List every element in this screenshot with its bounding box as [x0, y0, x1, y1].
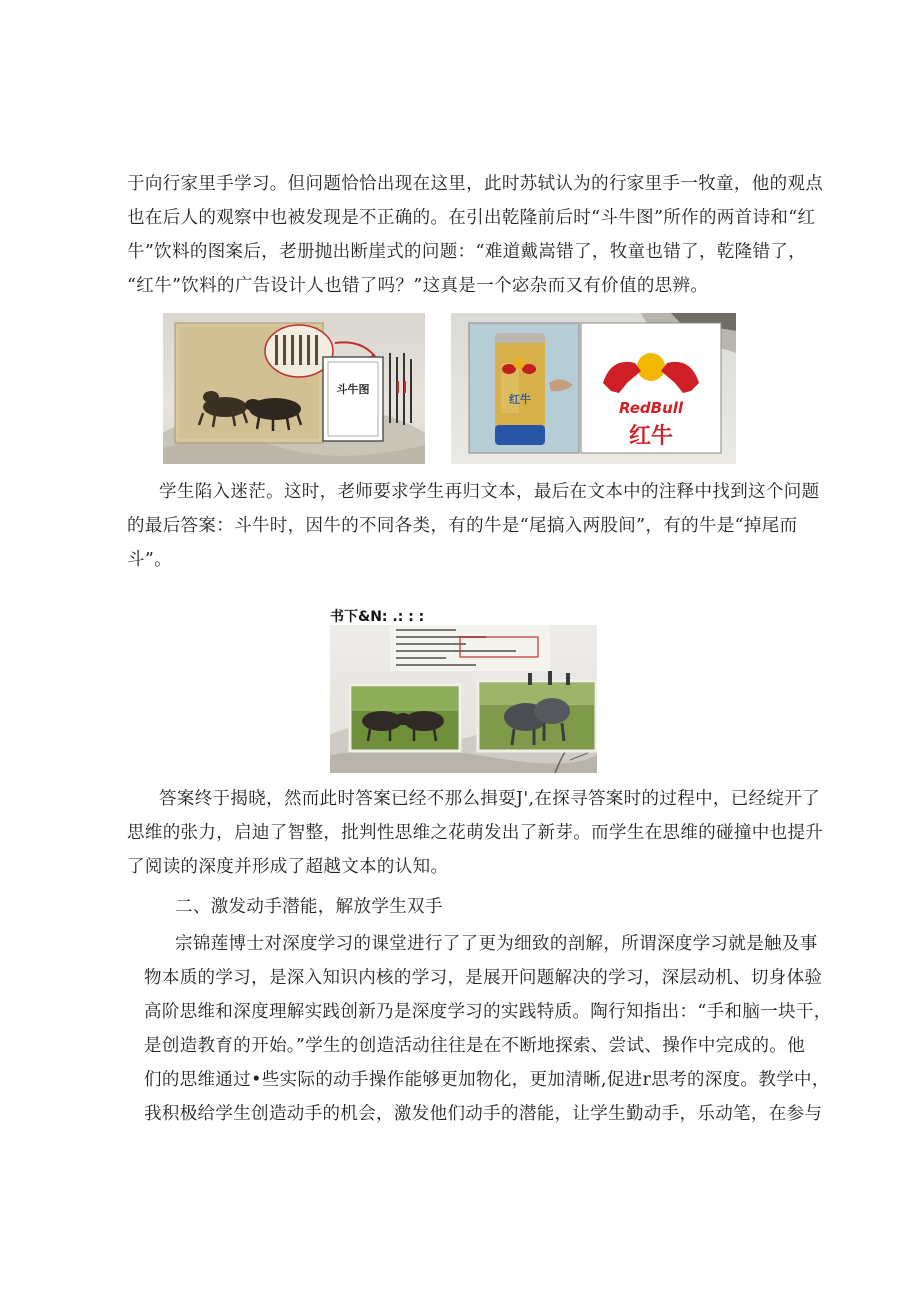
redbull-logo-cn: 红牛	[628, 424, 673, 449]
paragraph-line: 高阶思维和深度理解实践创新乃是深度学习的实践特质。陶行知指出：“手和脑一块干，	[144, 1002, 832, 1022]
paragraph-line: 答案终于揭晓，然而此时答案已经不那么揖耍J',在探寻答案时的过程中，已经绽开了	[159, 789, 821, 809]
can-brand-label: 红牛	[509, 393, 531, 406]
paragraph-line: 斗”。	[127, 550, 172, 570]
figure-title-label: 斗牛图	[336, 383, 370, 396]
paragraph-line: “红牛”饮料的广告设计人也错了吗？”这真是一个宓杂而又有价值的思辨。	[127, 276, 709, 296]
figure-caption: 书下&N: .: : :	[330, 609, 425, 625]
textbook-bulls-image	[330, 625, 597, 773]
paragraph-line: 也在后人的观察中也被发现是不正确的。在引出乾隆前后时“斗牛图”所作的两首诗和“红	[127, 208, 816, 228]
paragraph-line: 是创造教育的开始。”学生的创造活动往往是在不断地探索、尝试、操作中完成的。他	[144, 1036, 805, 1056]
paragraph-line: 学生陷入迷茫。这时，老师要求学生再归文本，最后在文本中的注释中找到这个问题	[159, 482, 820, 502]
figure-redbull	[451, 313, 736, 464]
figure-textbook-bulls	[330, 625, 597, 773]
paragraph-line: 物本质的学习，是深入知识内核的学习，是展开问题解决的学习，深层动机、切身体验	[144, 968, 823, 988]
paragraph-line: 于向行家里手学习。但问题恰恰出现在这里，此时苏轼认为的行家里手一牧童，他的观点	[127, 174, 824, 194]
paragraph-line: 们的思维通过•些实际的动手操作能够更加物化，更加清晰,促进r思考的深度。教学中，	[144, 1070, 830, 1090]
paragraph-line: 牛”饮料的图案后，老册抛出断崖式的问题：“难道戴嵩错了，牧童也错了，乾隆错了，	[127, 242, 807, 262]
paragraph-line: 宗锦莲博士对深度学习的课堂进行了了更为细致的剖解，所谓深度学习就是触及事	[175, 934, 818, 954]
paragraph-line: 思维的张力，启迪了智整，批判性思维之花萌发出了新芽。而学生在思维的碰撞中也提升	[127, 823, 824, 843]
redbull-logo-text: RedBull	[618, 399, 684, 417]
figure-bullfight-painting	[163, 313, 425, 464]
bullfight-painting-image	[163, 313, 425, 464]
paragraph-line: 我积极给学生创造动手的机会，激发他们动手的潜能，让学生勤动手，乐动笔，在参与	[144, 1104, 823, 1124]
section-heading: 二、激发动手潜能，解放学生双手	[175, 897, 443, 917]
paragraph-line: 的最后答案：斗牛时，因牛的不同各类，有的牛是“尾搞入两股间”，有的牛是“掉尾而	[127, 516, 798, 536]
paragraph-line: 了阅读的深度并形成了超越文本的认知。	[127, 857, 449, 877]
